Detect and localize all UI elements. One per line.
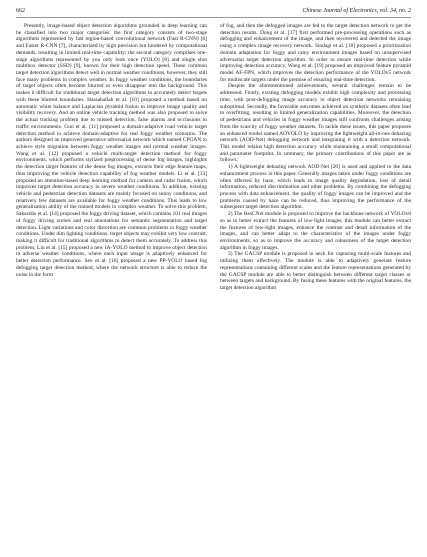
contribution-item-3: 3) The GACSP module is proposed in neck for capturing multi-scale features and utilizing them effectively. The module is able to adaptively generate feature representations containing different scales and the feature representations generated by the GACSP module are able to better distinguish between different target classes or between targets and background. By fusing these features with the original features, the target detection algorithm	[220, 251, 411, 292]
paragraph: Despite the aforementioned achievements, several challenges remain to be addressed. Firstly, existing defogging models exhibit high complexity and processing time, with post-defogging image accuracy in object detection networks remaining suboptimal. Secondly, the favorable outcomes achieved on synthetic datasets often lead to overfitting, resulting in limited generalization capabilities. Moreover, the detection of pedestrians and vehicles in foggy weather images still confronts challenges arising from the scarcity of foggy weather datasets. To tackle these issues, this paper proposes an enhanced model named AOYOLO by improving the lightweight all-in-one dehazing network (AOD-Net) defogging network and integrating it with a detection network. This model retains high detection accuracy while maintaining a small computational and parameter footprint. In summary, the primary contributions of this paper are as follows:	[220, 83, 411, 164]
right-column	[220, 23, 411, 292]
paragraph: of fog, and then the defogged images are fed to the target detection network to get the detection results. Dong et al. [17] first performed pre-processing operations such as defogging and enhancement of the image, and then recovered and detected the image using a complex image recovery network. Sindagi et al. [18] proposed a prioritization domain adaptation for foggy and rainy environment images based on unsupervised adversarial target detection algorithm. In order to ensure real-time detection while improving detection accuracy, Wang et al. [19] proposed an improved feature pyramid model AF-FPN, which improves the detection performance of the YOLOv5 network for multiscale targets under the premise of ensuring real-time detection.	[220, 23, 411, 83]
contribution-item-2: 2) The ResCNet module is proposed to improve the backbone network of YOLOv8 so as to better extract the features of low-light images, this module can better extract the features of low-light images, enhance the contrast and detail information of the images, and can better adapt to the characteristics of the images under foggy environments, so as to improve the accuracy and robustness of the target detection algorithm in foggy images.	[220, 211, 411, 251]
journal-title: Chinese Journal of Electronics, vol. 34, no. 2	[302, 8, 411, 14]
left-column	[16, 23, 207, 292]
contribution-item-1: 1) A lightweight dehazing network AOD-Net [20] is used and applied to the data enhancement process in this paper. Generally images taken under foggy conditions are often affected by haze, which leads to image quality degradation, loss of detail information, reduced discrimination and other problems. By combining the defogging process with data enhancement, the quality of foggy images can be improved and the problems caused by haze can be reduced, thus improving the performance of the subsequent target detection algorithm.	[220, 164, 411, 211]
page-number: 662	[16, 8, 25, 14]
body-columns	[16, 23, 411, 292]
running-header	[16, 8, 411, 18]
paragraph: Presently, image-based object detection algorithms grounded in deep learning can be classified into two major categories: the first category consists of two-stage algorithms represented by fast region-based convolutional network (Fast R-CNN) [6] and Faster R-CNN [7], characterized by high precision but hindered by computational demands, resulting in limited real-time capability; the second category comprises one-stage algorithms represented by you only look once (YOLO) [8] and single shot multibox detector (SSD) [9], known for their high detection speed. These common target detection algorithms detect well in normal weather conditions, however, they still face many problems in complex weather. In foggy weather conditions, the boundaries of target objects often become blurred or even disappear into the background. This makes it difficult for traditional target detection algorithms to accurately detect targets with these blurred boundaries. Hassaballah et al. [10] proposed a method based on automatic white balance and Laplacian pyramid fusion to improve image quality and visibility recovery. And an online vehicle tracking method was also proposed to solve the actual tracking problem due to missed detection, false alarms and occlusions in traffic environments. Guo et al. [11] proposed a domain-adaptive road vehicle target detection method to achieve domain-adaptive for real foggy weather scenarios. The authors designed an improved generative adversarial network which named CPGAN to achieve style migration between foggy weather images and normal weather images. Wang et al. [12] proposed a vehicle multi-target detection method for foggy environments, which performs stylized preprocessing of dense fog images, highlights the detection target features of the dense fog images, extracts their edge feature maps, thus improving the vehicle detection capability of fog weather models. Li et al. [13] proposed an attention-based deep learning method for camera and radar fusion, which improves target detection accuracy in severe weather conditions. In addition, existing vehicle and pedestrian detection datasets are mainly focused on sunny conditions, and relatively few datasets are available for foggy weather conditions. This leads to low generalization ability of the trained models in complex weather. To solve this problem, Sakaridis et al. [14] proposed the foggy driving dataset, which contains 101 real images of foggy driving scenes and real annotations for semantic segmentation and target detection. Light variations and color distortion are common problems in foggy weather conditions. Under dim lighting conditions, target objects may exhibit very low contrast, making it difficult for traditional algorithms to detect them accurately. To address this problem, Liu et al. [15] proposed a new IA-YOLO method to improve object detection in adverse weather conditions, where each input image is adaptively enhanced for better detection performance. Sen et al. [16] proposed a new PP-YOLO based fog defogging target detection method, where the network structure is able to reduce the noise in the form	[16, 23, 207, 278]
